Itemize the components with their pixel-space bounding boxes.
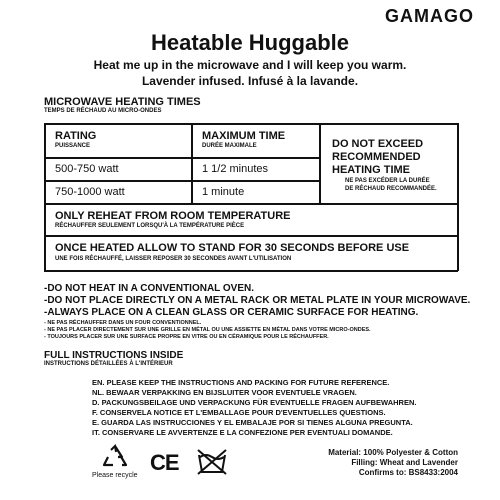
brand-logo: GAMAGO <box>385 6 474 26</box>
warning-3: -ALWAYS PLACE ON A CLEAN GLASS OR CERAMIC SURFACE FOR HEATING. <box>44 307 419 318</box>
material-info: Material: 100% Polyester & Cotton <box>328 448 458 457</box>
max-time-label: MAXIMUM TIME <box>202 130 286 142</box>
table-border-bottom <box>44 270 458 272</box>
only-reheat-fr: RÉCHAUFFER SEULEMENT LORSQU'À LA TEMPÉRATURE PIÈCE <box>55 223 245 229</box>
warning-fr-1: - NE PAS RÉCHAUFFER DANS UN FOUR CONVENTIONNEL. <box>44 320 202 326</box>
lang-e: E. GUARDA LAS INSTRUCCIONES Y EL EMBALAJE POR SI TIENES ALGUNA PREGUNTA. <box>92 418 413 427</box>
max-time-label-fr: DURÉE MAXIMALE <box>202 143 257 149</box>
table-divider-row2 <box>44 180 320 182</box>
stand-instruction: ONCE HEATED ALLOW TO STAND FOR 30 SECONDS BEFORE USE <box>55 242 410 254</box>
warning-2: -DO NOT PLACE DIRECTLY ON A METAL RACK OR METAL PLATE IN YOUR MICROWAVE. <box>44 295 471 306</box>
stand-instruction-fr: UNE FOIS RÉCHAUFFÉ, LAISSER REPOSER 30 SECONDES AVANT L'UTILISATION <box>55 256 292 262</box>
full-instructions: FULL INSTRUCTIONS INSIDE <box>44 350 184 361</box>
heating-times-heading-fr: TEMPS DE RÉCHAUD AU MICRO-ONDES <box>44 108 162 114</box>
table-divider-row3 <box>44 203 458 205</box>
dne-line-3: HEATING TIME <box>332 164 411 176</box>
dne-line-2: RECOMMENDED <box>332 151 421 163</box>
subtitle-line-2: Lavender infused. Infusé à la lavande. <box>141 74 359 88</box>
no-wash-icon <box>196 448 228 476</box>
heating-times-heading: MICROWAVE HEATING TIMES <box>44 96 201 108</box>
filling-info: Filling: Wheat and Lavender <box>351 458 458 467</box>
table-divider-col1 <box>191 123 193 203</box>
table-border-top <box>44 123 458 125</box>
table-divider-col2 <box>319 123 321 203</box>
recycle-icon <box>100 444 130 470</box>
lang-it: IT. CONSERVARE LE AVVERTENZE E LA CONFEZIONE PER EVENTUALI DOMANDE. <box>92 428 393 437</box>
conformity-info: Confirms to: BS8433:2004 <box>358 468 458 477</box>
dne-fr-1: NE PAS EXCÉDER LA DURÉE <box>345 178 430 184</box>
recycle-label: Please recycle <box>92 472 138 479</box>
subtitle-line-1: Heat me up in the microwave and I will keep you warm. <box>93 58 407 72</box>
lang-f: F. CONSERVELA NOTICE ET L'EMBALLAGE POUR D'EVENTUELLES QUESTIONS. <box>92 408 386 417</box>
dne-fr-2: DE RÉCHAUD RECOMMANDÉE. <box>345 186 437 192</box>
time-row-2: 1 minute <box>202 186 245 198</box>
warning-fr-3: - TOUJOURS PLACER SUR UNE SURFACE PROPRE EN VITRE OU EN CÉRAMIQUE POUR LE RÉCHAUFFER. <box>44 334 329 340</box>
table-border-right <box>457 123 459 271</box>
lang-en: EN. PLEASE KEEP THE INSTRUCTIONS AND PACKING FOR FUTURE REFERENCE. <box>92 378 390 387</box>
warning-fr-2: - NE PAS PLACER DIRECTEMENT SUR UNE GRILLE EN MÉTAL OU UNE ASSIETTE EN MÉTAL DANS VOTRE MICRO-ONDES. <box>44 327 371 333</box>
time-row-1: 1 1/2 minutes <box>202 163 269 175</box>
rating-row-1: 500-750 watt <box>55 163 119 175</box>
table-divider-row1 <box>44 157 320 159</box>
table-divider-row4 <box>44 235 458 237</box>
rating-row-2: 750-1000 watt <box>55 186 125 198</box>
dne-line-1: DO NOT EXCEED <box>332 138 424 150</box>
full-instructions-fr: INSTRUCTIONS DÉTAILLÉES À L'INTÉRIEUR <box>44 361 173 367</box>
rating-label: RATING <box>55 130 97 142</box>
lang-nl: NL. BEWAAR VERPAKKING EN BIJSLUITER VOOR EVENTUELE VRAGEN. <box>92 388 357 397</box>
lang-d: D. PACKUNGSBEILAGE UND VERPACKUNG FÜR EVENTUELLE FRAGEN AUFBEWAHREN. <box>92 398 417 407</box>
only-reheat: ONLY REHEAT FROM ROOM TEMPERATURE <box>55 210 291 222</box>
rating-label-fr: PUISSANCE <box>55 143 91 149</box>
ce-mark: CE <box>150 450 179 475</box>
warning-1: -DO NOT HEAT IN A CONVENTIONAL OVEN. <box>44 283 255 294</box>
table-border-left <box>44 123 46 271</box>
product-title: Heatable Huggable <box>150 30 350 55</box>
